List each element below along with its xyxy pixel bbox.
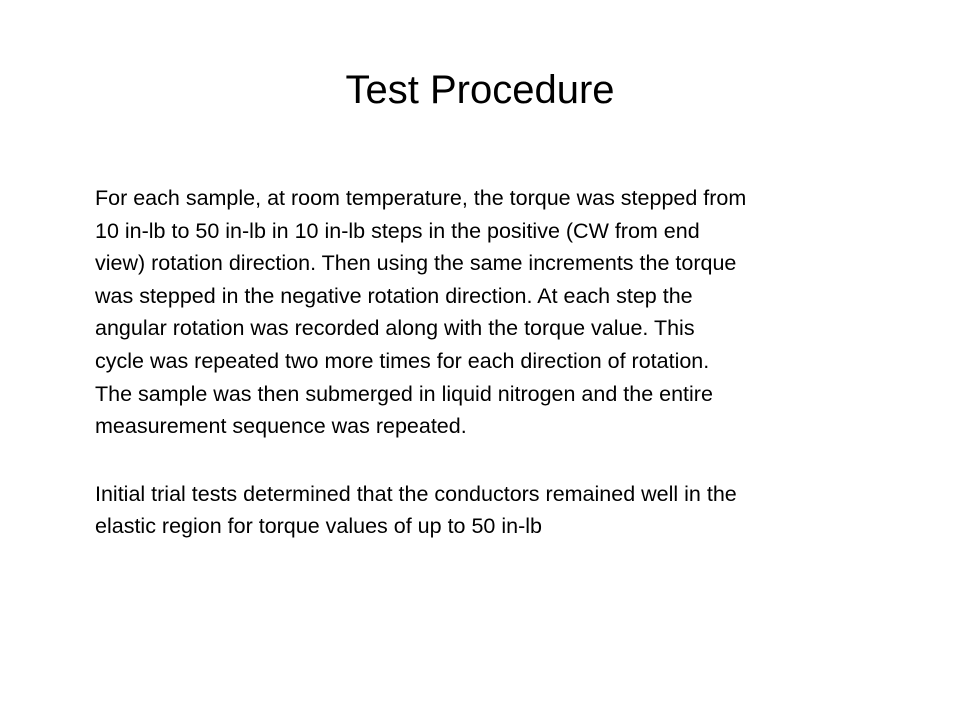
trial-tests-paragraph bbox=[95, 478, 925, 543]
slide-title: Test Procedure bbox=[345, 68, 615, 112]
text-line: The sample was then submerged in liquid nitrogen and the entire bbox=[95, 381, 713, 406]
text-line: Initial trial tests determined that the conductors remained well in the bbox=[95, 481, 737, 506]
text-line: was stepped in the negative rotation direction. At each step the bbox=[95, 283, 693, 308]
text-line: measurement sequence was repeated. bbox=[95, 414, 467, 439]
slide-body bbox=[95, 182, 925, 543]
text-line: For each sample, at room temperature, the torque was stepped from bbox=[95, 186, 747, 210]
text-line: 10 in-lb to 50 in-lb in 10 in-lb steps in the positive (CW from end bbox=[95, 218, 700, 243]
text-line: view) rotation direction. Then using the same increments the torque bbox=[95, 251, 737, 276]
procedure-paragraph bbox=[95, 182, 925, 443]
text-line: elastic region for torque values of up to 50 in-lb bbox=[95, 514, 542, 539]
text-line: cycle was repeated two more times for each direction of rotation. bbox=[95, 348, 710, 373]
text-line: angular rotation was recorded along with the torque value. This bbox=[95, 316, 695, 341]
